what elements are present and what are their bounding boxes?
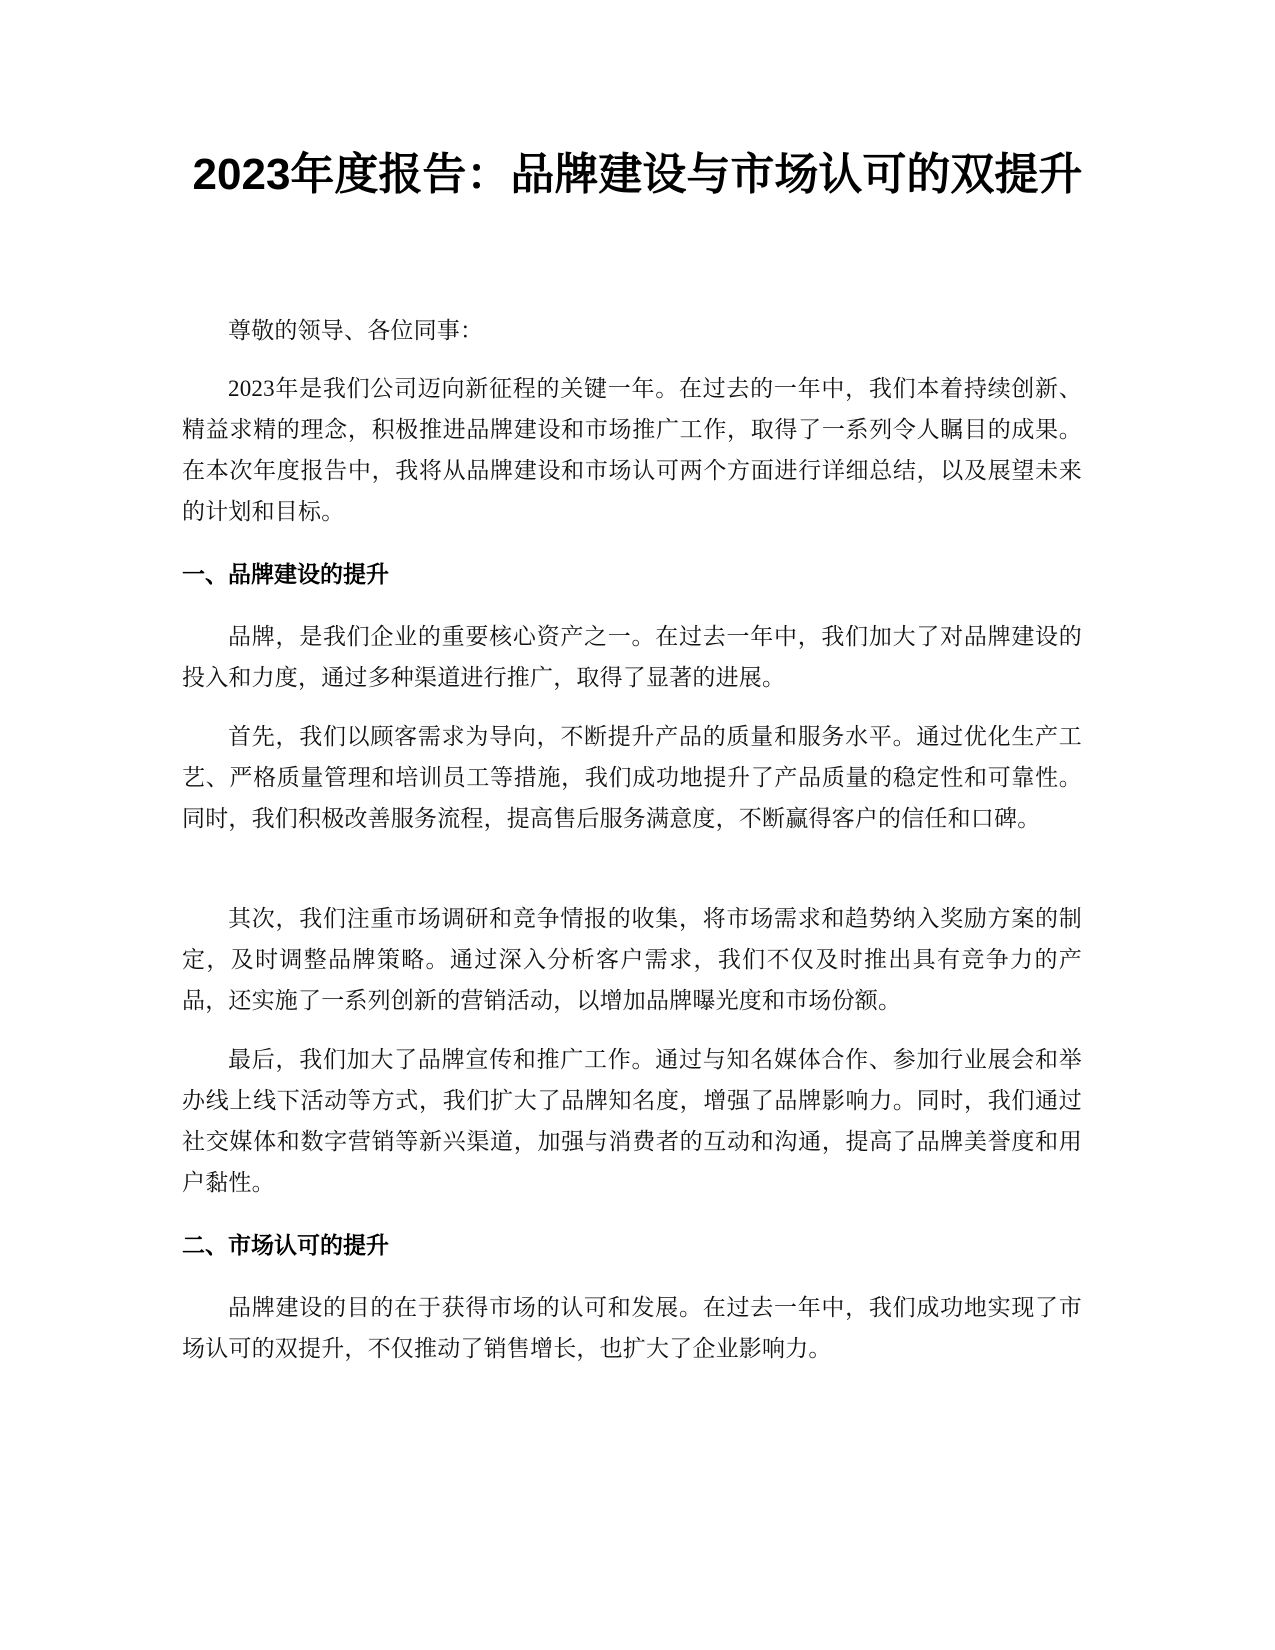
brand-paragraph-4: 最后，我们加大了品牌宣传和推广工作。通过与知名媒体合作、参加行业展会和举办线上线下活动等方式，我们扩大了品牌知名度，增强了品牌影响力。同时，我们通过社交媒体和数字营销等新兴渠道，加强与消费者的互动和沟通，提高了品牌美誉度和用户黏性。 [182,1047,1082,1195]
brand-paragraph-1: 品牌，是我们企业的重要核心资产之一。在过去一年中，我们加大了对品牌建设的投入和力度，通过多种渠道进行推广，取得了显著的进展。 [182,624,1082,690]
section-heading-brand: 一、品牌建设的提升 [182,561,389,587]
intro-paragraph: 2023年是我们公司迈向新征程的关键一年。在过去的一年中，我们本着持续创新、精益求精的理念，积极推进品牌建设和市场推广工作，取得了一系列令人瞩目的成果。在本次年度报告中，我将从品牌建设和市场认可两个方面进行详细总结，以及展望未来的计划和目标。 [182,376,1082,524]
brand-paragraph-2: 首先，我们以顾客需求为导向，不断提升产品的质量和服务水平。通过优化生产工艺、严格质量管理和培训员工等措施，我们成功地提升了产品质量的稳定性和可靠性。同时，我们积极改善服务流程，提高售后服务满意度，不断赢得客户的信任和口碑。 [182,724,1082,831]
salutation: 尊敬的领导、各位同事： [228,318,484,343]
brand-paragraph-3: 其次，我们注重市场调研和竞争情报的收集，将市场需求和趋势纳入奖励方案的制定，及时调整品牌策略。通过深入分析客户需求，我们不仅及时推出具有竞争力的产品，还实施了一系列创新的营销活动，以增加品牌曝光度和市场份额。 [182,906,1082,1013]
section-heading-market: 二、市场认可的提升 [182,1232,389,1258]
market-paragraph-1: 品牌建设的目的在于获得市场的认可和发展。在过去一年中，我们成功地实现了市场认可的双提升，不仅推动了销售增长，也扩大了企业影响力。 [182,1295,1082,1361]
document-title: 2023年度报告：品牌建设与市场认可的双提升 [192,150,1083,199]
